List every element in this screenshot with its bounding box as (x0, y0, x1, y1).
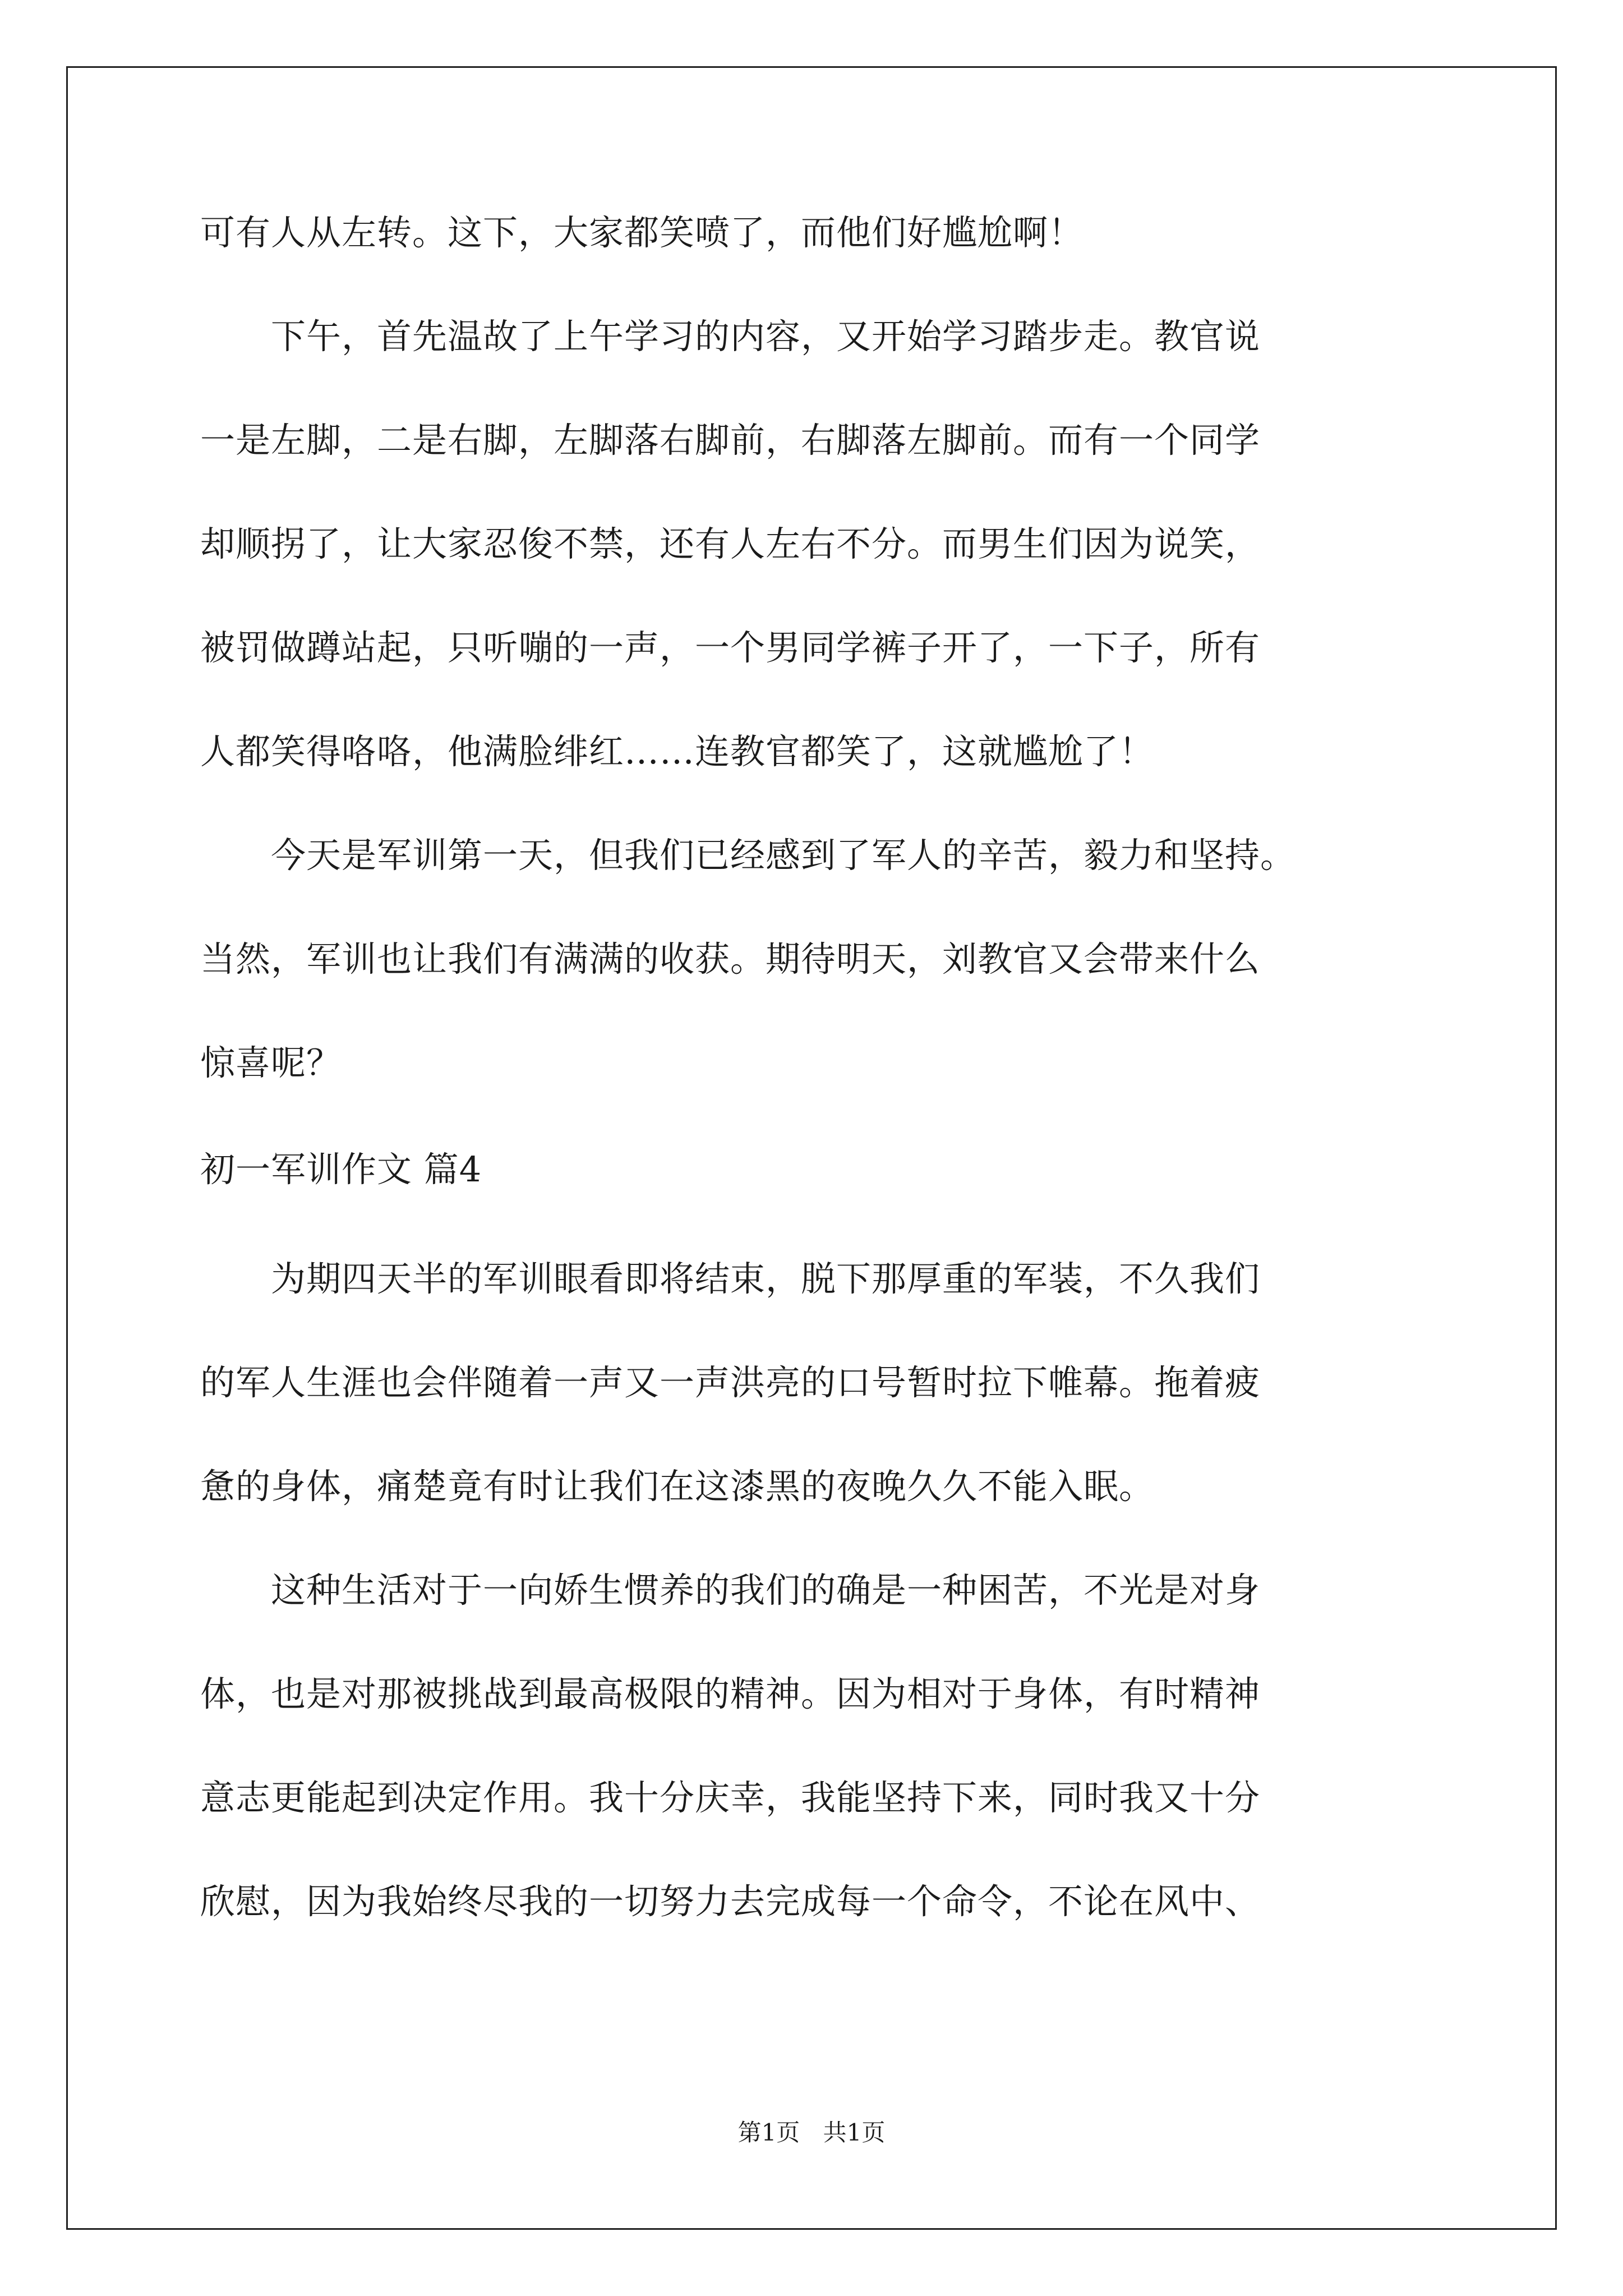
text-line: 一是左脚，二是右脚，左脚落右脚前，右脚落左脚前。而有一个同学 (200, 420, 1261, 461)
text-line: 体，也是对那被挑战到最高极限的精神。因为相对于身体，有时精神 (200, 1673, 1261, 1714)
text-line: 被罚做蹲站起，只听嘣的一声，一个男同学裤子开了，一下子，所有 (200, 627, 1261, 668)
text-line: 欣慰，因为我始终尽我的一切努力去完成每一个命令，不论在风中、 (200, 1881, 1261, 1922)
text-line: 惊喜呢？ (200, 1042, 342, 1083)
page-footer (0, 2116, 1623, 2150)
text-line: 意志更能起到决定作用。我十分庆幸，我能坚持下来，同时我又十分 (200, 1777, 1261, 1818)
text-line: 当然，军训也让我们有满满的收获。期待明天，刘教官又会带来什么 (200, 938, 1261, 979)
page-number: 第1页 (737, 2119, 800, 2146)
text-line: 人都笑得咯咯，他满脸绯红……连教官都笑了，这就尴尬了！ (200, 731, 1155, 772)
text-line: 今天是军训第一天，但我们已经感到了军人的辛苦，毅力和坚持。 (200, 835, 1296, 876)
text-line: 可有人从左转。这下，大家都笑喷了，而他们好尴尬啊！ (200, 212, 1084, 253)
text-line: 下午，首先温故了上午学习的内容，又开始学习踏步走。教官说 (200, 316, 1261, 357)
text-line: 这种生活对于一向娇生惯养的我们的确是一种困苦，不光是对身 (200, 1570, 1261, 1611)
section-heading: 初一军训作文 篇4 (200, 1149, 482, 1190)
text-line: 为期四天半的军训眼看即将结束，脱下那厚重的军装，不久我们 (200, 1258, 1261, 1299)
text-line: 却顺拐了，让大家忍俊不禁，还有人左右不分。而男生们因为说笑， (200, 523, 1261, 564)
text-line: 惫的身体，痛楚竟有时让我们在这漆黑的夜晚久久不能入眠。 (200, 1466, 1155, 1507)
page-total: 共1页 (823, 2119, 886, 2146)
text-line: 的军人生涯也会伴随着一声又一声洪亮的口号暂时拉下帷幕。拖着疲 (200, 1362, 1261, 1403)
